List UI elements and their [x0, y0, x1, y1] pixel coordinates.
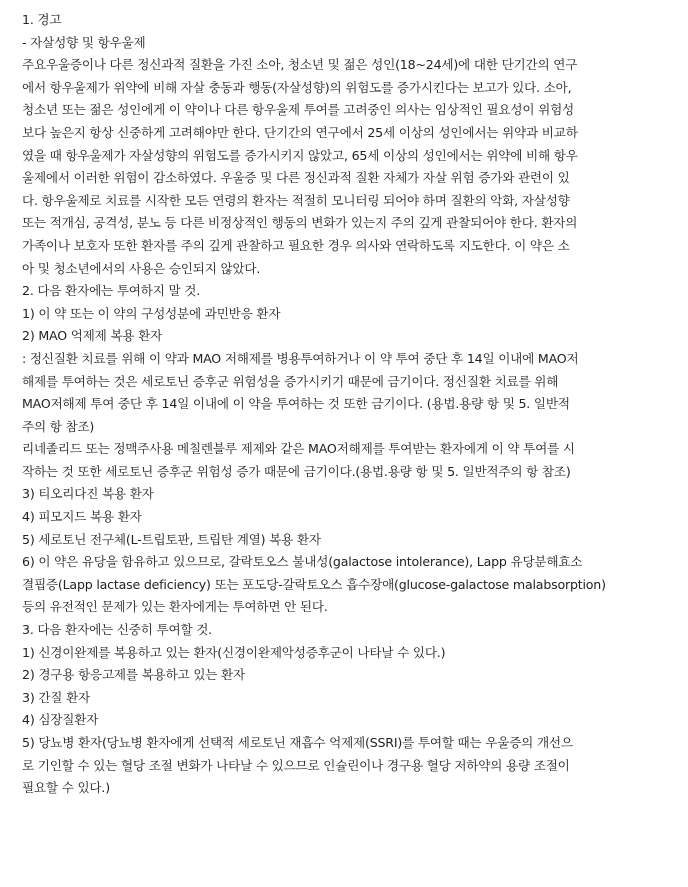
paragraph-line: 에서 항우울제가 위약에 비해 자살 충동과 행동(자살성향)의 위험도를 증가시킨다는 보고가 있다. 소아,	[22, 79, 572, 95]
paragraph-line: 보다 높은지 항상 신중하게 고려해야만 한다. 단기간의 연구에서 25세 이상의 성인에서는 위약과 비교하	[22, 124, 578, 140]
list-item: 3) 티오리다진 복용 환자	[22, 486, 154, 502]
paragraph-line: 필요할 수 있다.)	[22, 780, 110, 796]
list-item: 6) 이 약은 유당을 함유하고 있으므로, 갈락토오스 불내성(galactose intolerance), Lapp 유당분해효소	[22, 554, 583, 570]
section-heading: 2. 다음 환자에는 투여하지 말 것.	[22, 283, 201, 299]
list-item: 3) 간질 환자	[22, 689, 90, 705]
paragraph-line: 아 및 청소년에서의 사용은 승인되지 않았다.	[22, 260, 261, 276]
list-item: 5) 세로토닌 전구체(L-트립토판, 트립탄 계열) 복용 환자	[22, 531, 321, 547]
list-item: 1) 이 약 또는 이 약의 구성성분에 과민반응 환자	[22, 305, 281, 321]
paragraph-line: : 정신질환 치료를 위해 이 약과 MAO 저해제를 병용투여하거나 이 약 투여 중단 후 14일 이내에 MAO저	[22, 350, 579, 366]
list-item: 2) MAO 억제제 복용 환자	[22, 328, 163, 344]
paragraph-line: 청소년 또는 젊은 성인에게 이 약이나 다른 항우울제 투여를 고려중인 의사는 임상적인 필요성이 위험성	[22, 102, 574, 118]
list-item: 4) 피모지드 복용 환자	[22, 509, 142, 525]
list-item: 2) 경구용 항응고제를 복용하고 있는 환자	[22, 667, 245, 683]
paragraph-line: 울제에서 이러한 위험이 감소하였다. 우울증 및 다른 정신과적 질환 자체가 자살 위험 증가와 관련이 있	[22, 170, 570, 186]
paragraph-line: 작하는 것 또한 세로토닌 증후군 위험성 증가 때문에 금기이다.(용법.용량 항 및 5. 일반적주의 항 참조)	[22, 463, 571, 479]
section-heading: 1. 경고	[22, 12, 62, 27]
paragraph-line: 가족이나 보호자 또한 환자를 주의 깊게 관찰하고 필요한 경우 의사와 연락하도록 지도한다. 이 약은 소	[22, 237, 570, 253]
paragraph-line: MAO저해제 투여 중단 후 14일 이내에 이 약을 투여하는 것 또한 금기이다. (용법.용량 항 및 5. 일반적	[22, 396, 570, 412]
paragraph-line: 해제를 투여하는 것은 세로토닌 증후군 위험성을 증가시키기 때문에 금기이다. 정신질환 치료를 위해	[22, 373, 559, 389]
paragraph-line: 주의 항 참조)	[22, 418, 95, 434]
paragraph-line: 로 기인할 수 있는 혈당 조절 변화가 나타날 수 있으므로 인슐린이나 경구용 혈당 저하약의 용량 조절이	[22, 757, 570, 773]
paragraph-line: 결핍증(Lapp lactase deficiency) 또는 포도당-갈락토오스 흡수장애(glucose-galactose malabsorption)	[22, 576, 606, 592]
paragraph-line: 등의 유전적인 문제가 있는 환자에게는 투여하면 안 된다.	[22, 599, 328, 615]
list-item: 4) 심장질환자	[22, 712, 99, 728]
paragraph-line: 다. 항우울제로 치료를 시작한 모든 연령의 환자는 적절히 모니터링 되어야 하며 질환의 악화, 자살성향	[22, 192, 570, 208]
list-item: 5) 당뇨병 환자(당뇨병 환자에게 선택적 세로토닌 재흡수 억제제(SSRI)를 투여할 때는 우울증의 개선으	[22, 735, 573, 750]
paragraph-line: 였을 때 항우울제가 자살성향의 위험도를 증가시키지 않았고, 65세 이상의 성인에서는 위약에 비해 항우	[22, 147, 578, 163]
list-item: 1) 신경이완제를 복용하고 있는 환자(신경이완제악성증후군이 나타날 수 있다.)	[22, 644, 446, 660]
paragraph-line: 리네졸리드 또는 정맥주사용 메칠렌블루 제제와 같은 MAO저해제를 투여받는 환자에게 이 약 투여를 시	[22, 441, 575, 457]
paragraph-line: 또는 적개심, 공격성, 분노 등 다른 비정상적인 행동의 변화가 있는지 주의 깊게 관찰되어야 한다. 환자의	[22, 215, 578, 231]
section-heading: 3. 다음 환자에는 신중히 투여할 것.	[22, 622, 212, 638]
paragraph-line: 주요우울증이나 다른 정신과적 질환을 가진 소아, 청소년 및 젊은 성인(18~24세)에 대한 단기간의 연구	[22, 57, 578, 73]
subsection-heading: - 자살성향 및 항우울제	[22, 34, 146, 50]
